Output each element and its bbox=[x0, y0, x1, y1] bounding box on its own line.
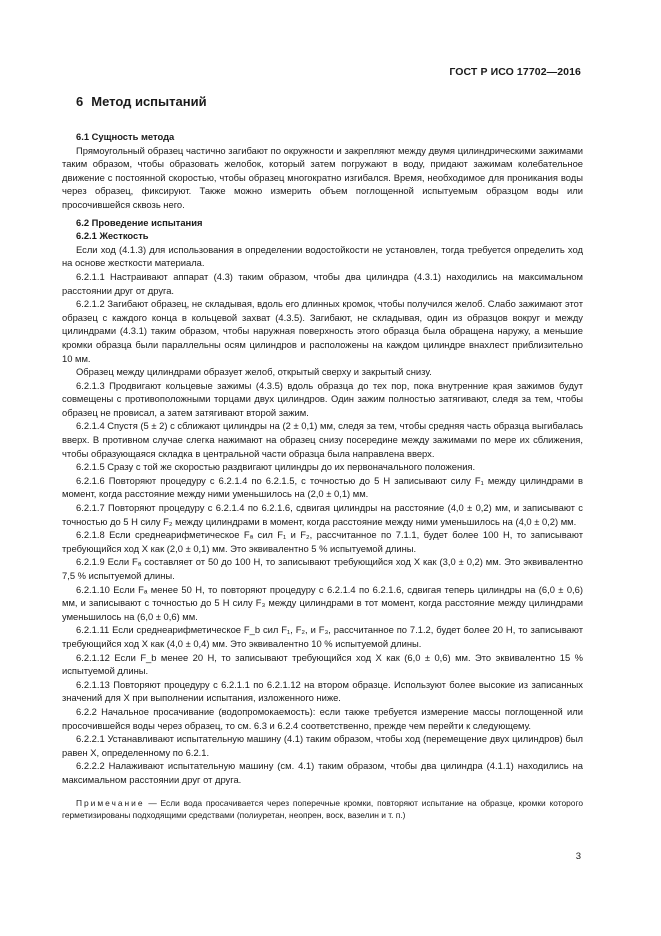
paragraph: 6.2.1.3 Продвигают кольцевые зажимы (4.3.5) вдоль образца до тех пор, пока внутренние края зажимов будут совмещены с противоположными торцами двух цилиндров. Один зажим полностью затягивают, следя за тем, чтобы образец не провисал, а затем затягивают второй зажим. bbox=[62, 379, 583, 418]
paragraph: 6.2.1.1 Настраивают аппарат (4.3) таким образом, чтобы два цилиндра (4.3.1) находились на максимальном расстоянии друг от друга. bbox=[62, 270, 583, 296]
section-heading bbox=[76, 94, 207, 109]
paragraph: 6.2.1.13 Повторяют процедуру с 6.2.1.1 по 6.2.1.12 на втором образце. Используют более высокие из записанных значений для X при выполнении испытания, изложенного ниже. bbox=[62, 678, 583, 704]
paragraph: 6.2.2.2 Налаживают испытательную машину (см. 4.1) таким образом, чтобы два цилиндра (4.1.1) находились на максимальном расстоянии друг от друга. bbox=[62, 760, 583, 785]
paragraph: Образец между цилиндрами образует желоб, открытый сверху и закрытый снизу. bbox=[76, 366, 432, 378]
paragraph: 6.2.1.2 Загибают образец, не складывая, вдоль его длинных кромок, чтобы получился желоб. Слабо зажимают этот образец с каждого конца в кольцевой захват (4.3.5). Загибают, не складывая, один из образцов вокруг и между цилиндрами (4.3.1) таким образом, чтобы наружная поверхность этого образца была обращена наружу, а меньшие кромки образца были параллельны осям цилиндров и расположены на каждом цилиндре внахлест приблизительно 10 мм. bbox=[62, 298, 583, 364]
body-text bbox=[62, 127, 583, 821]
paragraph: 6.2.2 Начальное просачивание (водопромокаемость): если также требуется измерение массы поглощенной или просочившейся воды через образец, то см. 6.3 и 6.2.4 соответственно, прежде чем перейти к следующему. bbox=[62, 705, 583, 731]
paragraph: 6.2.1.4 Спустя (5 ± 2) с сближают цилиндры на (2 ± 0,1) мм, следя за тем, чтобы средняя часть образца выгибалась вверх. В противном случае слегка нажимают на образец снизу посередине между зажимами по мере их сближения, чтобы образующаяся складка в центральной части образца была направлена вверх. bbox=[62, 420, 583, 459]
note-label: Примечание bbox=[76, 797, 145, 808]
section-number: 6 bbox=[76, 94, 84, 109]
paragraph: 6.2.1.9 Если Fₐ составляет от 50 до 100 Н, то записывают требующийся ход X как (3,0 ± 0,2) мм. Это эквивалентно 7,5 % испытуемой длины. bbox=[62, 556, 583, 581]
paragraph: Прямоугольный образец частично загибают по окружности и закрепляют между двумя цилиндрическими зажимами таким образом, чтобы образовать желобок, который затем погружают в воду, придают зажимам колебательное движение с постоянной скоростью, чтобы образец многократно изгибался. Время, необходимое для проникания воды через образец, фиксируют. Также можно измерить объем поглощенной испытуемым образцом воды или просочившейся сквозь него. bbox=[62, 144, 583, 210]
paragraph: 6.2.2.1 Устанавливают испытательную машину (4.1) таким образом, чтобы ход (перемещение двух цилиндров) был равен X, определенному по 6.2.1. bbox=[62, 733, 583, 758]
paragraph: 6.2.1.7 Повторяют процедуру с 6.2.1.4 по 6.2.1.6, сдвигая цилиндры на расстояние (4,0 ± 0,2) мм, и записывают с точностью до 5 Н силу F₂ между цилиндрами в момент, когда расстояние между ними уменьшилось на (4,0 ± 0,2) мм. bbox=[62, 502, 583, 527]
subsection-heading: 6.2 Проведение испытания bbox=[76, 216, 203, 228]
paragraph: 6.2.1.12 Если F_b менее 20 Н, то записывают требующийся ход X как (6,0 ± 0,6) мм. Это эквивалентно 15 % испытуемой длины. bbox=[62, 651, 583, 677]
section-title: Метод испытаний bbox=[91, 94, 207, 109]
paragraph: 6.2.1.8 Если среднеарифметическое Fₐ сил F₁ и F₂, рассчитанное по 7.1.1, будет более 100 Н, то записывают требующийся ход X как (2,0 ± 0,1) мм. Это эквивалентно 5 % испытуемой длины. bbox=[62, 529, 583, 554]
paragraph: Если ход (4.1.3) для использования в определении водостойкости не установлен, тогда требуется определить ход на основе жесткости материала. bbox=[62, 243, 583, 269]
paragraph: 6.2.1.6 Повторяют процедуру с 6.2.1.4 по 6.2.1.5, с точностью до 5 Н записывают силу F₁ между цилиндрами в момент, когда расстояние между ними уменьшилось на (2,0 ± 0,1) мм. bbox=[62, 474, 583, 500]
subsection-heading: 6.1 Сущность метода bbox=[76, 131, 175, 142]
paragraph: 6.2.1.11 Если среднеарифметическое F_b сил F₁, F₂, и F₃, рассчитанное по 7.1.2, будет более 20 Н, то записывают требующийся ход X как (4,0 ± 0,4) мм. Это эквивалентно 10 % испытуемой длины. bbox=[62, 624, 583, 649]
note-text: — Если вода просачивается через поперечные кромки, повторяют испытание на образце, кромки которого герметизированы подходящими средствами (полиуретан, неопрен, воск, вазелин и т. п.) bbox=[62, 797, 583, 820]
paragraph: 6.2.1.10 Если Fₐ менее 50 Н, то повторяют процедуру с 6.2.1.4 по 6.2.1.6, сдвигая теперь цилиндры на (6,0 ± 0,6) мм, и записывают с точностью до 5 Н силу F₃ между цилиндрами в тот момент, когда расстояние между цилиндрами уменьшилось на (6,0 ± 0,6) мм. bbox=[62, 583, 583, 622]
page-number: 3 bbox=[575, 851, 581, 862]
document-code-header: ГОСТ Р ИСО 17702—2016 bbox=[449, 66, 581, 78]
clause-heading: 6.2.1 Жесткость bbox=[76, 230, 149, 242]
note bbox=[62, 797, 583, 821]
paragraph: 6.2.1.5 Сразу с той же скоростью раздвигают цилиндры до их первоначального положения. bbox=[76, 461, 476, 473]
